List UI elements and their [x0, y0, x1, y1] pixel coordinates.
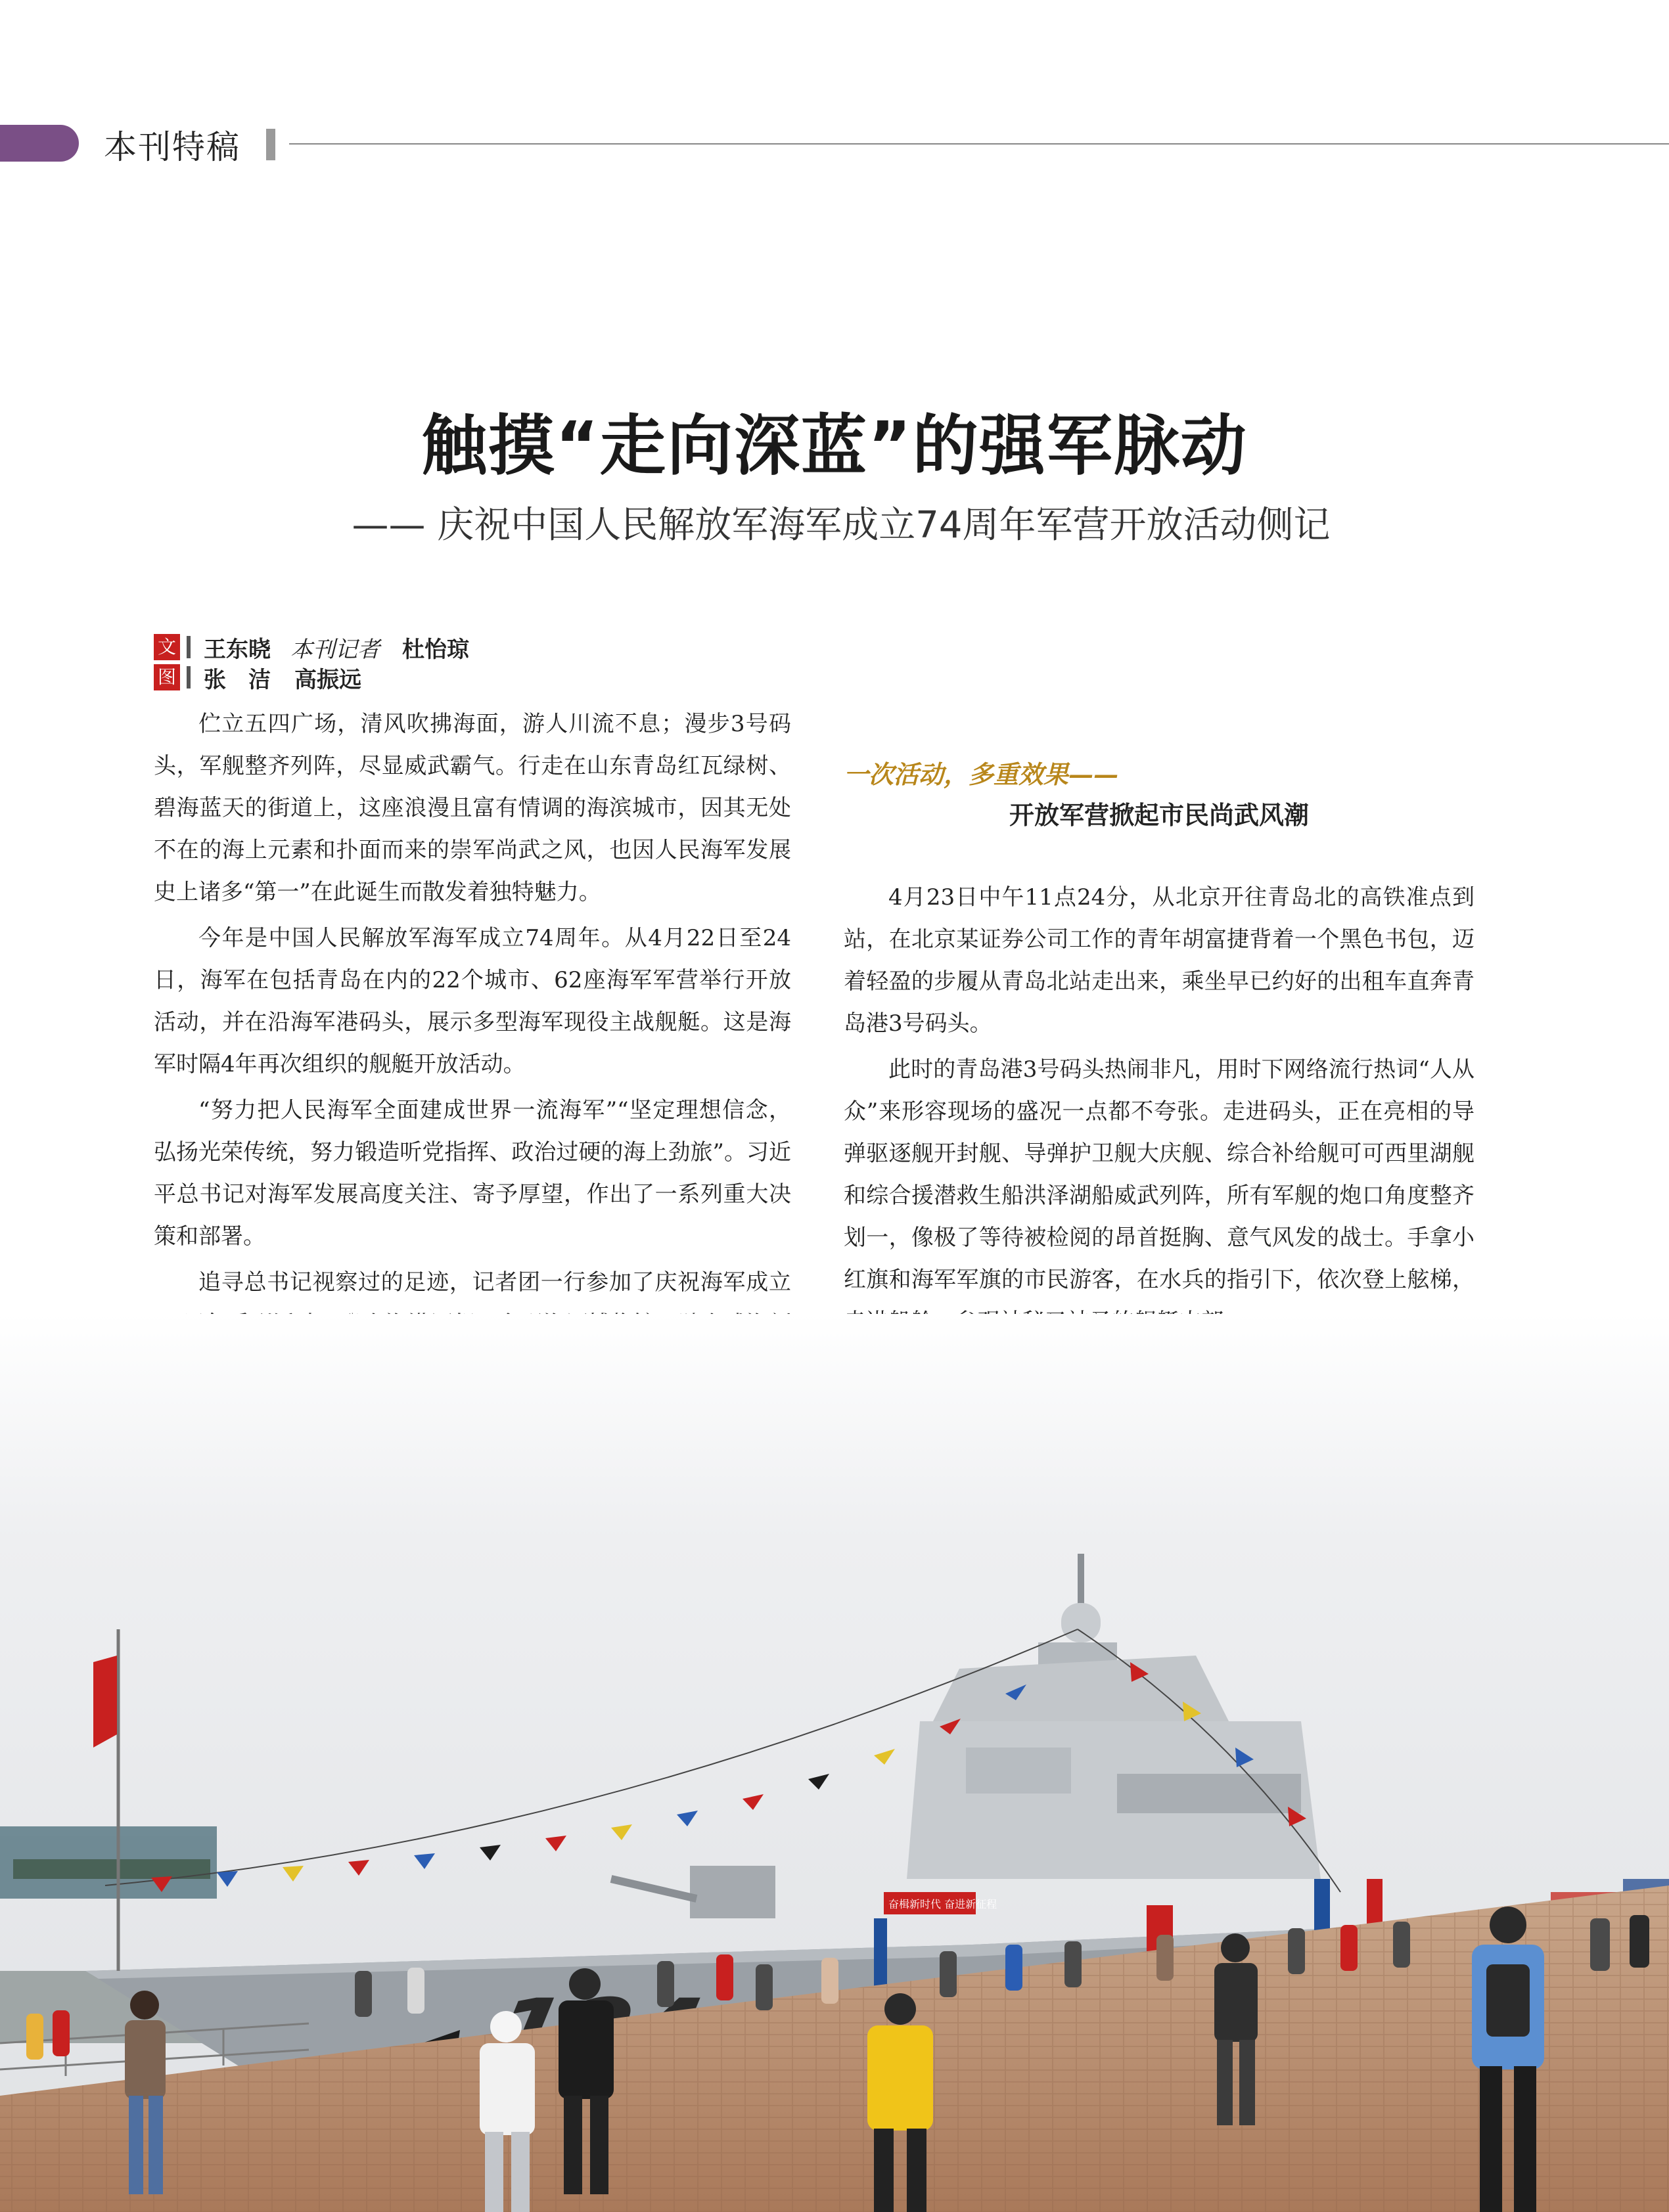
paragraph: 此时的青岛港3号码头热闹非凡，用时下网络流行热词“人从众”来形容现场的盛况一点都不夸张。走进码头，正在亮相的导弹驱逐舰开封舰、导弹护卫舰大庆舰、综合补给舰可可西里湖舰和综合援潜救生船洪泽湖船威武列阵，所有军舰的炮口角度整齐划一，像极了等待被检阅的昂首挺胸、意气风发的战士。手拿小红旗和海军军旗的市民游客，在水兵的指引下，依次登上舷梯，	[844, 1056, 1475, 1293]
section-divider-bar	[266, 129, 275, 160]
banner-text: 奋楫新时代 奋进新征程	[888, 1898, 997, 1910]
paragraph: 追寻总书记视察过的足迹，记者团一行参加了庆祝海军成立	[198, 1269, 791, 1296]
paragraph: 4月23日中午11点24分，从北京开往青岛北的高铁准点到站，在北京某证券公司工作的青年胡富捷背着一个黑色书包，迈着轻盈的步履从青岛北站走出来，乘坐早已约好的出租车直奔青岛港3号码头。	[844, 884, 1475, 1037]
writer-name-2: 杜怡琼	[402, 636, 469, 663]
photographer-name: 张 洁	[204, 666, 271, 693]
photographer-name-2: 高振远	[294, 666, 361, 693]
writer-name: 王东晓	[204, 636, 271, 663]
article-title: 触摸“走向深蓝”的强军脉动	[421, 407, 1248, 484]
section-label: 本刊特稿	[104, 128, 240, 166]
section-heading: 开放军营掀起市民尚武风潮	[1009, 801, 1309, 830]
byline-separator	[187, 636, 191, 658]
section-tab-marker	[0, 125, 79, 162]
byline-photo	[154, 664, 361, 693]
paragraph: 今年是中国人民解放军海军成立74周年。从4月22日至24日，海军在包括青岛在内的22个城市、62座海军军营举行开放活动，并在沿海军港码头，展示多型海军现役主战舰艇。这是海军时隔4年再次组织的舰艇开放活动。	[154, 925, 791, 1077]
header-rule	[289, 143, 1669, 145]
byline-text	[154, 634, 469, 663]
paragraph: “努力把人民海军全面建成世界一流海军”“坚定理想信念，弘扬光荣传统，努力锻造听党指挥、政治过硬的海上劲旅”。习近平总书记对海军发展高度关注、寄予厚望，作出了一系列重大决策和部署。	[154, 1097, 791, 1250]
writer-note: 本刊记者	[290, 636, 380, 663]
byline-separator	[187, 666, 191, 688]
article-subtitle: —— 庆祝中国人民解放军海军成立74周年军营开放活动侧记	[352, 504, 1331, 547]
warship-photo	[0, 1314, 1669, 2212]
text-tag: 文	[154, 634, 180, 660]
section-kicker: 一次活动，多重效果——	[844, 759, 1119, 789]
photo-tag: 图	[154, 664, 180, 690]
paragraph: 伫立五四广场，清风吹拂海面，游人川流不息；漫步3号码头，军舰整齐列阵，尽显威武霸气。行走在山东青岛红瓦绿树、碧海蓝天的街道上，这座浪漫且富有情调的海滨城市，因其无处不在的海上元素和扑面而来的崇军尚武之风，也因人民海军发展史上诸多“第一”在此诞生而散发着独特魅力。	[154, 711, 791, 905]
